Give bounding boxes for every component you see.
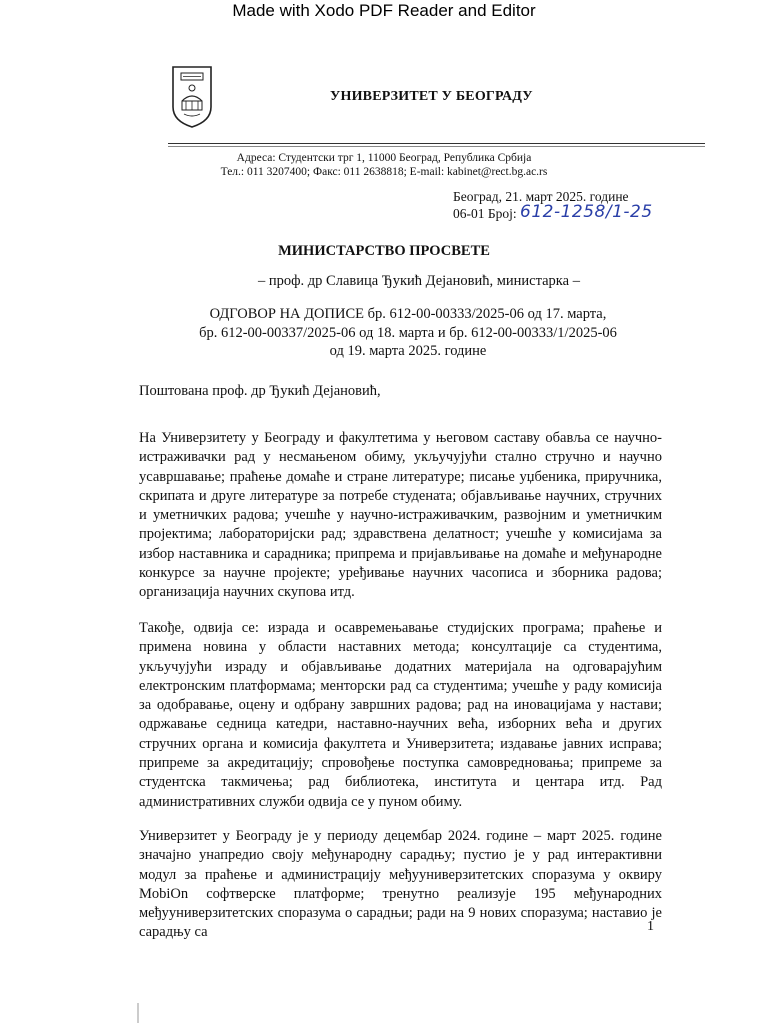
page-number: 1 (647, 919, 654, 934)
body-paragraph: Такође, одвија се: израда и осавремењавање студијских програма; праћење и примена новина у области наставних метода; консултације са студентима, укључујући израду и објављивање додатних материјала на одговарајућим електронским платформама; менторски рад са студентима; учешће у раду комисија за одобравање, оцену и одбрану завршних радова; рад на иновацијама у настави; одржавање седница катедри, наставно-научних већа, изборних већа и других стручних органа и комисија факултета и Универзитета; издавање јавних исправа; припреме за акредитацију; спровођење поступка самовредновања; припреме за студентска такмичења; рад библиотека, института и центара итд. Рад административних служби одвија се у пуном обиму. (139, 620, 662, 810)
body-paragraph: На Универзитету у Београду и факултетима у његовом саставу обавља се научно-истраживачки рад у несмањеном обиму, укључујући стално стручно и научно усавршавање; праћење домаће и стране литературе; писање уџбеника, приручника, скрипата и друге литературе за потребе студената; објављивање научних, стручних и уметничких радова; учешће у научно-истраживачким, развојним и уметничким пројектима; лабораторијски рад; здравствена делатност; учешће у комисијама за избор наставника и сарадника; припрема и пријављивање на домаће и међународне конкурсе за научне пројекте; уређивање научних часописа и зборника радова; организација научних скупова итд. (139, 430, 662, 601)
header-divider (168, 143, 705, 144)
date-block (453, 189, 653, 222)
header-divider-thin (168, 146, 705, 147)
contact-line: Тел.: 011 3207400; Факс: 011 2638818; E-mail: kabinet@rect.bg.ac.rs (220, 166, 548, 178)
subject-line: од 19. марта 2025. године (329, 343, 487, 359)
university-seal-icon (170, 63, 214, 129)
document-number (453, 202, 653, 222)
addressee-ministry: МИНИСТАРСТВО ПРОСВЕТЕ (278, 243, 490, 259)
number-label: 06-01 Број: (453, 206, 517, 221)
handwritten-number: 612-1258/1-25 (520, 202, 653, 222)
subject-block (130, 305, 686, 361)
pdf-watermark: Made with Xodo PDF Reader and Editor (232, 1, 536, 20)
university-title: УНИВЕРЗИТЕТ У БЕОГРАДУ (330, 89, 533, 104)
address-line: Адреса: Студентски трг 1, 11000 Београд, Република Србија (236, 152, 532, 164)
addressee-minister: – проф. др Славица Ђукић Дејановић, министарка – (258, 273, 580, 289)
document-date: Београд, 21. март 2025. године (453, 189, 629, 204)
subject-line: бр. 612-00-00337/2025-06 од 18. марта и бр. 612-00-00333/1/2025-06 (199, 324, 617, 341)
body-paragraph: Универзитет у Београду је у периоду децембар 2024. године – март 2025. године значајно унапредио своју међународну сарадњу; пустио је у рад интерактивни модул за праћење и администрацију међууниверзитетских споразума у оквиру MobiOn софтверске платформе; тренутно реализује 195 међународних међууниверзитетских споразума о сарадњи; ради на 9 нових споразума; наставио је сарадњу са (139, 828, 662, 941)
scan-mark-icon (133, 1003, 143, 1023)
salutation: Поштована проф. др Ђукић Дејановић, (139, 383, 381, 399)
subject-line: ОДГОВОР НА ДОПИСЕ бр. 612-00-00333/2025-06 од 17. марта, (209, 306, 607, 322)
